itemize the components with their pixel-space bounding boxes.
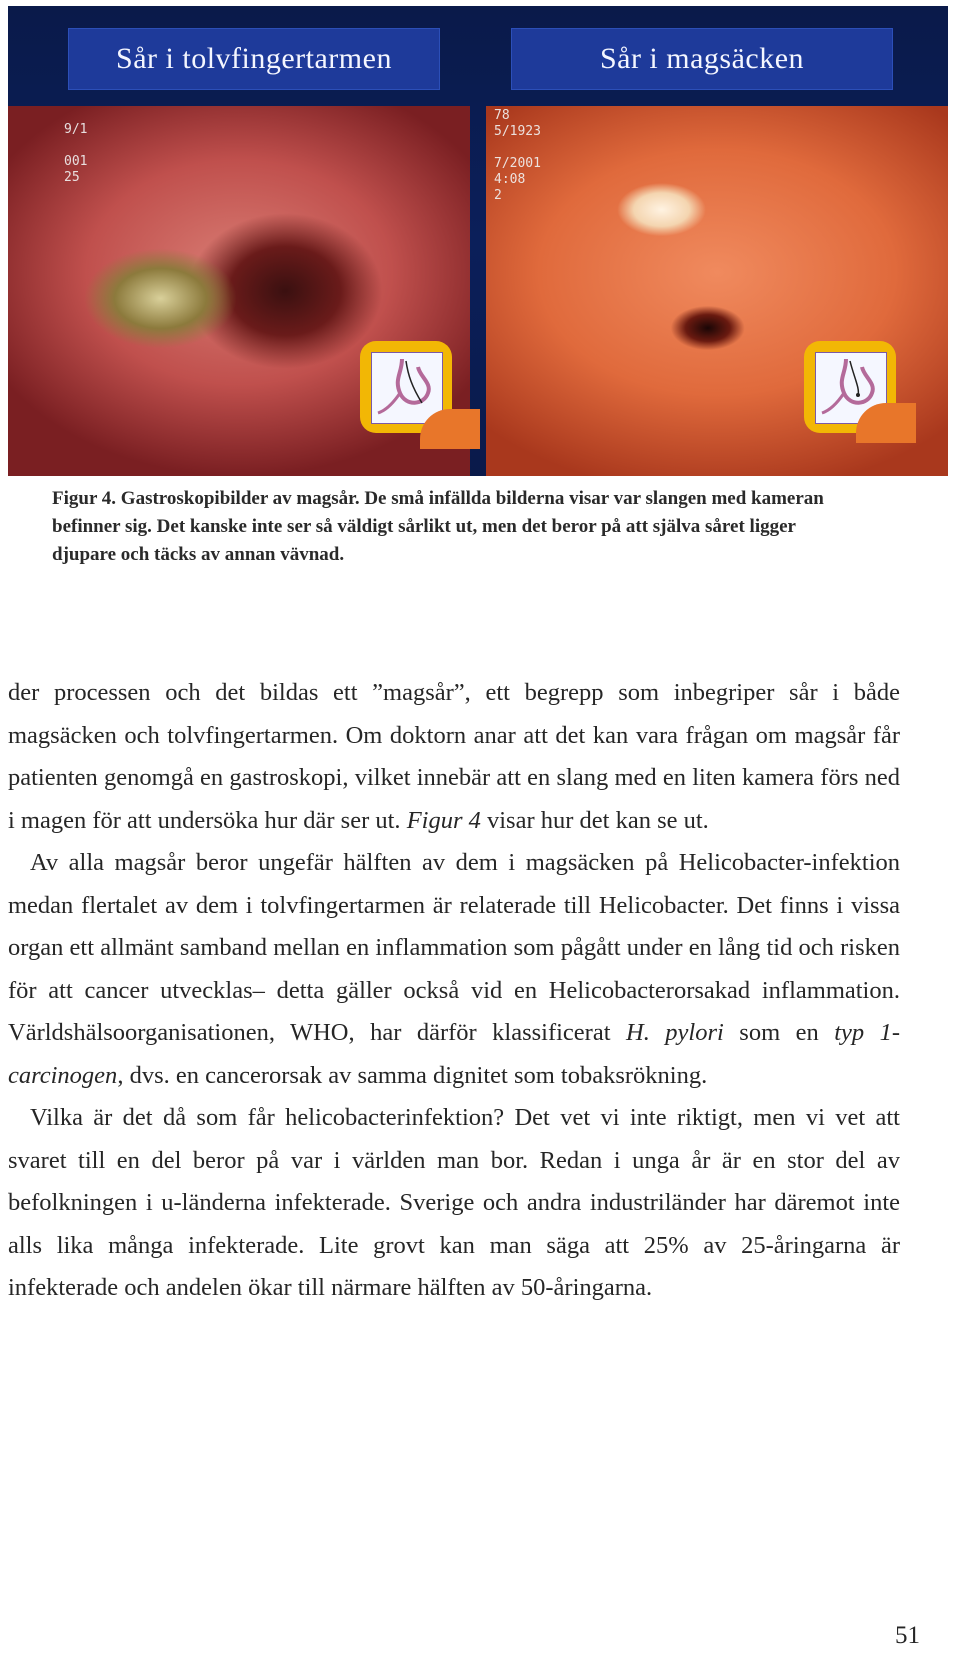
panel-title-stomach: Sår i magsäcken bbox=[511, 28, 893, 90]
image-overlay-text: 78 5/1923 7/2001 4:08 2 bbox=[494, 108, 541, 203]
stomach-icon bbox=[372, 353, 442, 423]
paragraph: Vilka är det då som får helicobacterinfektion? Det vet vi inte riktigt, men vi vet att svaret till en del beror på var i världen man bor. Redan i unga år är en stor del av befolkningen i u-länderna infekterade. Sverige och andra industriländer har däremot inte alls lika många infekterade. Lite grovt kan man säga att 25% av 25-åringarna är infekterade och andelen ökar till närmare hälften av 50-åringarna. bbox=[8, 1104, 900, 1301]
caption-text: Gastroskopibilder av magsår. De små infällda bilderna visar var slangen med kameran befinner sig. Det kanske inte ser så väldigt sårlikt ut, men det beror på att själva såret ligger djupare och täcks av annan vävnad. bbox=[52, 488, 824, 565]
figure-reference: Figur 4 bbox=[406, 806, 481, 834]
caption-label: Figur 4. bbox=[52, 488, 117, 509]
stomach-diagram-inset bbox=[360, 341, 452, 433]
panel-title-duodenum: Sår i tolvfingertarmen bbox=[68, 28, 440, 90]
body-text bbox=[8, 672, 900, 1310]
endoscopy-figure bbox=[8, 6, 948, 476]
figure-caption bbox=[52, 485, 862, 569]
image-overlay-text: 9/1 001 25 bbox=[64, 122, 88, 185]
species-name: H. pylori bbox=[626, 1019, 724, 1046]
page-number: 51 bbox=[895, 1622, 920, 1649]
stomach-diagram-inset bbox=[804, 341, 896, 433]
paragraph: der processen och det bildas ett ”magsår”, ett begrepp som inbegriper sår i både magsäcken och tolvfingertarmen. Om doktorn anar att det kan vara frågan om magsår får patienten genomgå en gastroskopi, vilket innebär att en slang med en liten kamera förs ned i magen för att undersöka hur där ser ut. Figur 4 visar hur det kan se ut. bbox=[8, 679, 900, 834]
paragraph: Av alla magsår beror ungefär hälften av dem i magsäcken på Helicobacter-infektion medan flertalet av dem i tolvfingertarmen är relaterade till Helicobacter. Det finns i vissa organ ett allmänt samband mellan en inflammation som pågått under en lång tid och risken för att cancer utvecklas– detta gäller också vid en Helicobacterorsakad inflammation. Världshälsoorganisationen, WHO, har därför klassificerat H. pylori som en typ 1-carcinogen, dvs. en cancerorsak av samma dignitet som tobaksrökning. bbox=[8, 849, 901, 1089]
carcinogen-class: typ 1-carcinogen bbox=[8, 1019, 901, 1089]
